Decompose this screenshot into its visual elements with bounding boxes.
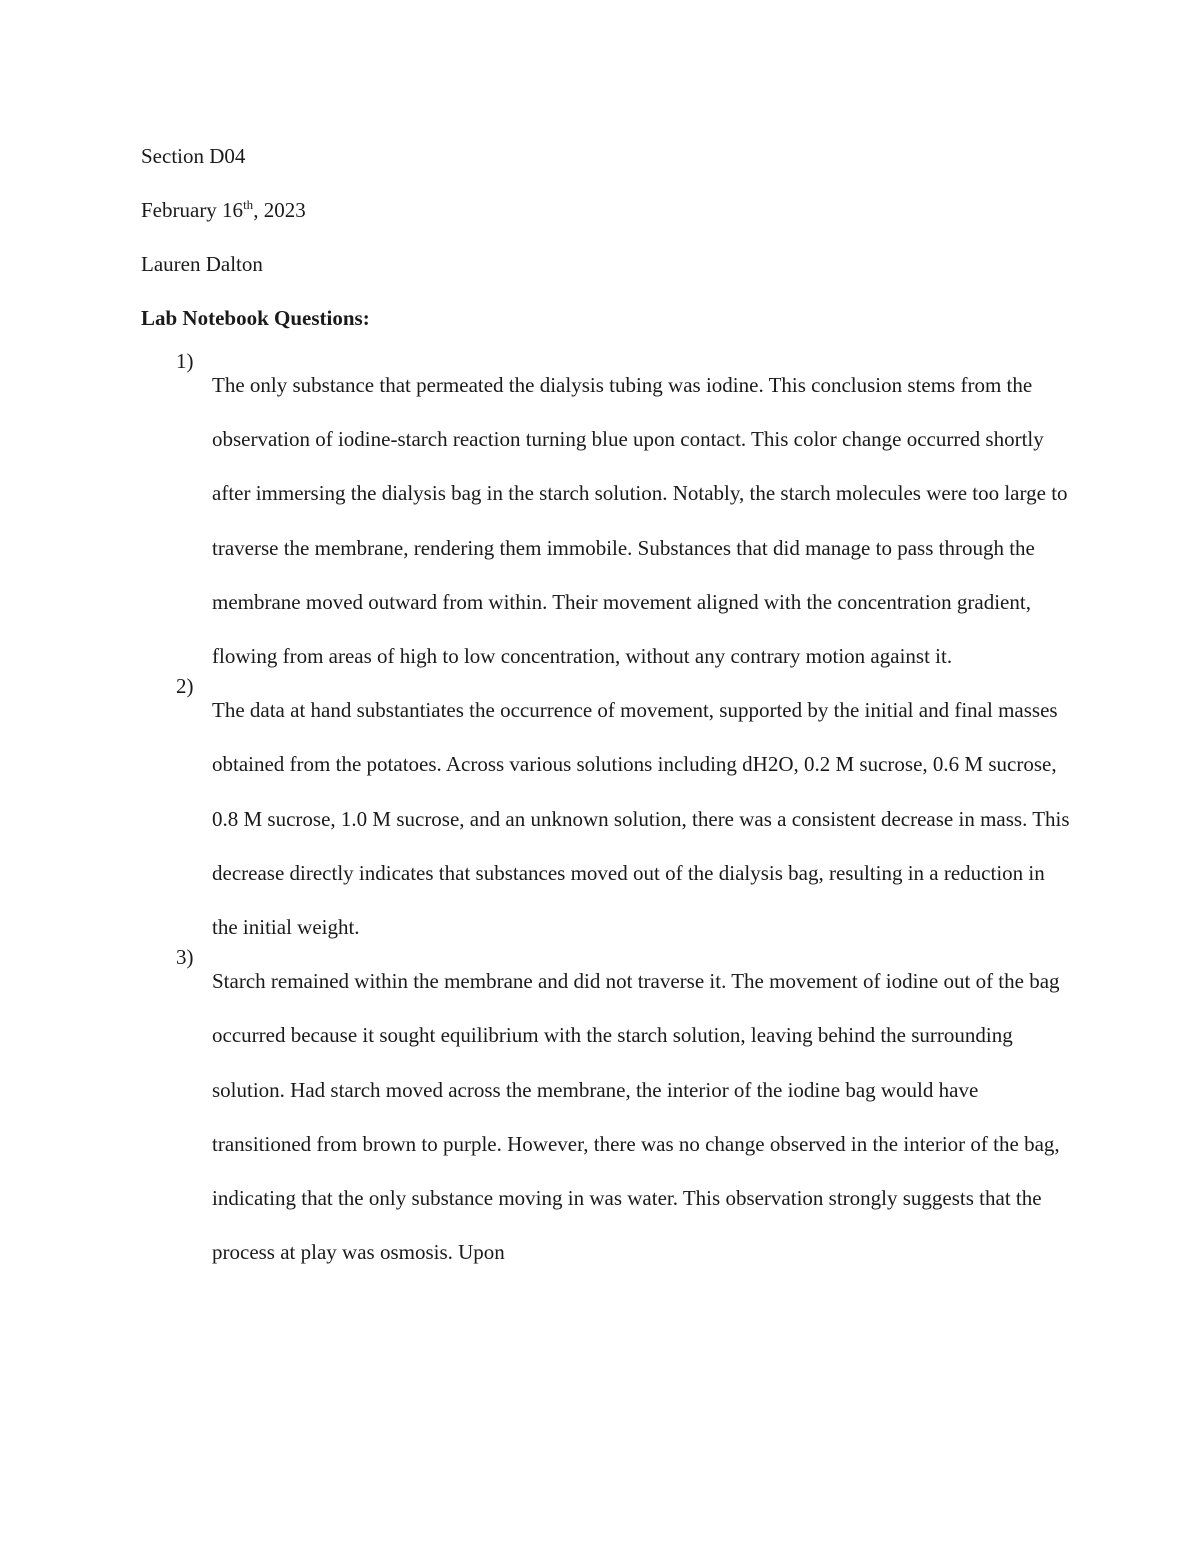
section-label: Section D04 bbox=[141, 144, 246, 168]
answer-text: The only substance that permeated the dialysis tubing was iodine. This conclusion stems from the observation of iodine-starch reaction turning blue upon contact. This color change occurred shortly after immersing the dialysis bag in the starch solution. Notably, the starch molecules were too large to traverse the membrane, rendering them immobile. Substances that did manage to pass through the membrane moved outward from within. Their movement aligned with the concentration gradient, flowing from areas of high to low concentration, without any contrary motion against it. bbox=[212, 373, 1068, 669]
answer-text: The data at hand substantiates the occurrence of movement, supported by the initial and final masses obtained from the potatoes. Across various solutions including dH2O, 0.2 M sucrose, 0.6 M sucrose, 0.8 M sucrose, 1.0 M sucrose, and an unknown solution, there was a consistent decrease in mass. This decrease directly indicates that substances moved out of the dialysis bag, resulting in a reduction in the initial weight. bbox=[212, 698, 1070, 940]
answer-number: 3) bbox=[176, 945, 194, 970]
date-year: , 2023 bbox=[253, 198, 306, 222]
date-line bbox=[141, 196, 306, 224]
answer-number: 2) bbox=[176, 674, 194, 699]
answer-number: 1) bbox=[176, 349, 194, 373]
date-ordinal-suffix: th bbox=[243, 197, 254, 212]
author-name: Lauren Dalton bbox=[141, 252, 263, 276]
answer-text: Starch remained within the membrane and did not traverse it. The movement of iodine out of the bag occurred because it sought equilibrium with the starch solution, leaving behind the surrounding solution. Had starch moved across the membrane, the interior of the iodine bag would have transitioned from brown to purple. However, there was no change observed in the interior of the bag, indicating that the only substance moving in was water. This observation strongly suggests that the process at play was osmosis. Upon bbox=[212, 969, 1060, 1265]
answer-list bbox=[141, 349, 1071, 1279]
date-month-day: February 16 bbox=[141, 198, 244, 222]
answer-item bbox=[141, 346, 1071, 683]
answer-item bbox=[141, 942, 1071, 1279]
answer-item bbox=[141, 671, 1071, 954]
section-heading: Lab Notebook Questions: bbox=[141, 306, 370, 330]
